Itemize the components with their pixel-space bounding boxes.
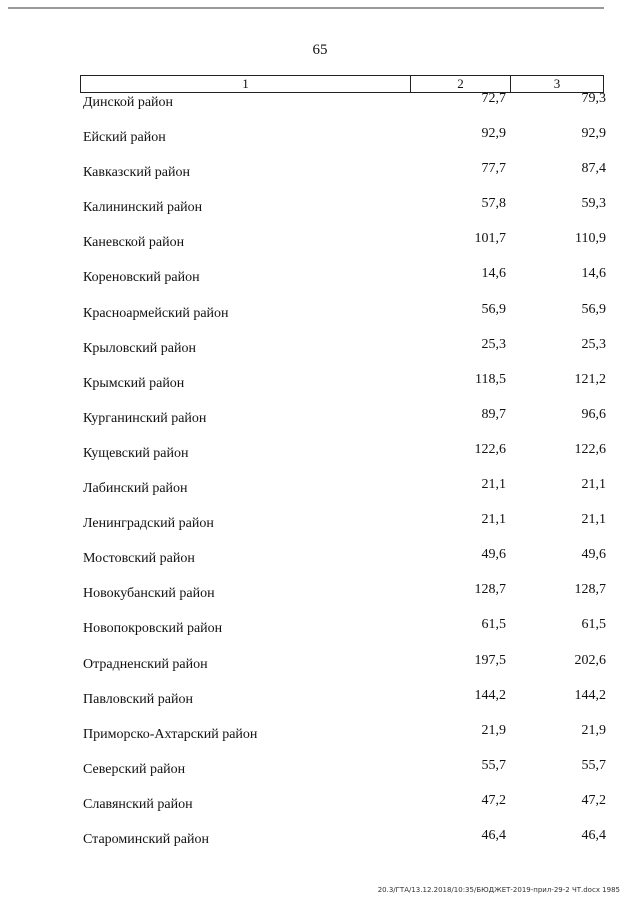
district-name: Крымский район [83,375,185,391]
table-row [80,757,606,797]
header-col-1: 1 [81,76,411,92]
value-col-3: 21,1 [581,512,606,528]
district-name: Отрадненский район [83,656,208,672]
district-name: Красноармейский район [83,305,229,321]
value-col-2: 118,5 [475,371,506,387]
district-name: Славянский район [83,796,193,812]
table-body [80,91,606,867]
value-col-3: 79,3 [581,91,606,106]
table-row [80,406,606,446]
table-row [80,161,606,200]
value-col-3: 122,6 [574,441,606,457]
table-row [80,582,606,621]
district-name: Кавказский район [83,165,191,181]
district-name: Ейский район [83,130,166,146]
table-header [80,75,604,93]
value-col-2: 47,2 [481,792,506,808]
value-col-3: 14,6 [581,266,606,282]
table-row [80,301,606,341]
value-col-3: 144,2 [574,687,606,703]
value-col-2: 197,5 [474,652,506,668]
table-row [80,687,606,727]
district-name: Каневской район [83,235,185,251]
table-row [80,792,606,832]
district-name: Мостовский район [83,551,195,567]
value-col-2: 101,7 [474,231,506,247]
table-row [80,512,606,551]
value-col-2: 77,7 [481,161,506,177]
value-col-3: 128,7 [574,582,606,598]
value-col-3: 21,1 [581,477,606,493]
page-number: 65 [312,42,328,58]
table-row [80,477,606,516]
value-col-3: 96,6 [581,406,606,422]
value-col-2: 128,7 [474,582,506,598]
top-border-line [8,7,604,9]
value-col-3: 110,9 [575,231,606,247]
value-col-3: 47,2 [581,792,606,808]
table-row [80,371,606,411]
table-row [80,231,606,270]
table-row [80,336,606,376]
table-row [80,652,606,692]
value-col-2: 21,9 [481,722,506,738]
table-row [80,196,606,235]
value-col-3: 121,2 [574,371,606,387]
district-name: Кореновский район [83,270,200,286]
district-name: Староминский район [83,831,209,847]
district-name: Курганинский район [83,410,207,426]
value-col-2: 25,3 [481,336,506,352]
value-col-2: 92,9 [481,126,506,142]
district-name: Приморско-Ахтарский район [83,726,258,742]
value-col-2: 46,4 [481,827,506,843]
value-col-3: 61,5 [581,617,606,633]
table-row [80,617,606,656]
value-col-3: 59,3 [581,196,606,212]
table-row [80,827,606,867]
value-col-2: 89,7 [481,406,506,422]
value-col-3: 25,3 [581,336,606,352]
value-col-3: 55,7 [581,757,606,773]
value-col-3: 49,6 [581,547,606,563]
table-row [80,547,606,586]
value-col-2: 14,6 [481,266,506,282]
header-col-3: 3 [553,76,561,91]
district-name: Динской район [83,95,174,110]
value-col-3: 202,6 [574,652,606,668]
document-footer: 20.3/ГТА/13.12.2018/10:35/БЮДЖЕТ-2019-прил-29-2 ЧТ.docx 1985 [377,886,620,894]
district-name: Кущевский район [83,445,189,461]
value-col-3: 46,4 [581,827,606,843]
value-col-2: 122,6 [474,441,506,457]
table-row [80,91,606,130]
district-name: Павловский район [83,691,193,707]
value-col-2: 144,2 [474,687,506,703]
value-col-3: 87,4 [581,161,606,177]
table-row [80,441,606,481]
district-name: Крыловский район [83,340,196,356]
district-name: Новопокровский район [83,621,223,637]
district-name: Калининский район [83,200,203,216]
header-col-2: 2 [411,76,511,92]
value-col-2: 21,1 [481,477,506,493]
district-name: Ленинградский район [83,516,214,532]
district-name: Северский район [83,761,186,777]
table-row [80,126,606,165]
value-col-3: 21,9 [581,722,606,738]
value-col-2: 61,5 [481,617,506,633]
value-col-3: 92,9 [581,126,606,142]
district-name: Лабинский район [83,481,188,497]
value-col-2: 21,1 [481,512,506,528]
value-col-3: 56,9 [581,301,606,317]
value-col-2: 57,8 [481,196,506,212]
value-col-2: 72,7 [481,91,506,106]
value-col-2: 55,7 [481,757,506,773]
table-row [80,722,606,762]
district-name: Новокубанский район [83,586,215,602]
value-col-2: 56,9 [481,301,506,317]
value-col-2: 49,6 [481,547,506,563]
table-row [80,266,606,305]
